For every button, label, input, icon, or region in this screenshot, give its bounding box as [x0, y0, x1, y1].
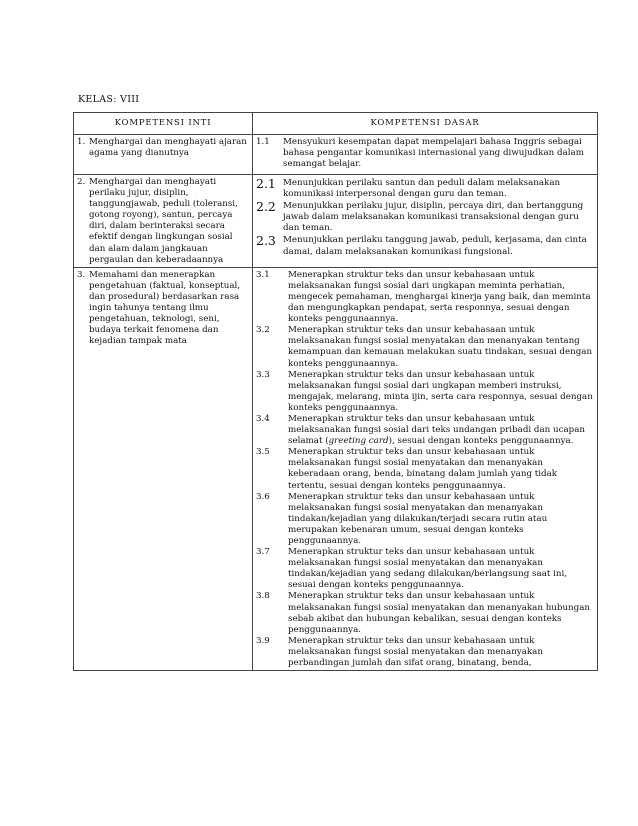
kd-text-part: Menerapkan struktur teks dan unsur kebahasaan untuk melaksanakan fungsi sosial dari teks undangan pribadi dan ucapan selamat ( [288, 413, 586, 447]
ki-number: 2. [77, 177, 86, 187]
kd-item [256, 492, 594, 547]
kd-text: Menunjukkan perilaku tanggung jawab, peduli, kerjasama, dan cinta damai, dalam melaksanakan komunikasi fungsional. [283, 235, 587, 257]
kd-text: Menerapkan struktur teks dan unsur kebahasaan untuk melaksanakan fungsi sosial menyatakan dan menanyakan tindakan/kejadian yang sedang dilakukan/berlangsung saat ini, sesuai dengan konteks penggunaannya. [288, 547, 568, 591]
kd-item [256, 591, 594, 635]
ki-cell [74, 135, 253, 175]
header-kompetensi-inti: KOMPETENSI INTI [74, 113, 253, 135]
kd-cell [253, 267, 598, 670]
kd-text: Menerapkan struktur teks dan unsur kebahasaan untuk melaksanakan fungsi sosial menyatakan dan menanyakan hubungan sebab akibat dan hubungan kebalikan, sesuai dengan konteks penggunaannya. [288, 591, 590, 635]
kd-number: 2.2 [256, 199, 276, 215]
kd-number: 1.1 [256, 137, 270, 147]
kd-text: Menerapkan struktur teks dan unsur kebahasaan untuk melaksanakan fungsi sosial menyatakan dan menanyakan tentang kemampuan dan kemauan melakukan suatu tindakan, sesuai dengan konteks penggunaannya. [288, 325, 593, 369]
kd-item [256, 414, 594, 447]
kd-number: 2.3 [256, 233, 276, 249]
kd-number: 3.5 [256, 447, 270, 458]
kd-cell [253, 135, 598, 175]
ki-text: Memahami dan menerapkan pengetahuan (faktual, konseptual, dan prosedural) berdasarkan rasa ingin tahunya tentang ilmu pengetahuan, teknologi, seni, budaya terkait fenomena dan kejadian tampak mata [89, 269, 241, 347]
kd-item [256, 200, 594, 234]
ki-number: 1. [77, 137, 86, 147]
ki-number: 3. [77, 269, 86, 280]
header-kompetensi-dasar: KOMPETENSI DASAR [253, 113, 598, 135]
kd-item [256, 137, 594, 170]
kd-number: 3.8 [256, 591, 270, 602]
kd-text: Menunjukkan perilaku jujur, disiplin, percaya diri, dan bertanggung jawab dalam melaksanakan komunikasi transaksional dengan guru dan teman. [283, 201, 584, 234]
kd-item [256, 177, 594, 200]
kd-number: 3.3 [256, 369, 270, 380]
kd-text: Menunjukkan perilaku santun dan peduli dalam melaksanakan komunikasi interpersonal dengan guru dan teman. [283, 178, 561, 200]
kd-text: Menerapkan struktur teks dan unsur kebahasaan untuk melaksanakan fungsi sosial menyatakan dan menanyakan keberadaan orang, benda, binatang dalam jumlah yang tidak tertentu, sesuai dengan konteks penggunaannya. [288, 447, 558, 491]
kd-item [256, 234, 594, 257]
kd-number: 3.7 [256, 547, 270, 558]
class-label: KELAS: VIII [78, 94, 140, 105]
kd-item [256, 447, 594, 491]
kd-number: 2.1 [256, 176, 276, 191]
kd-item [256, 636, 594, 669]
kd-number: 3.6 [256, 491, 270, 502]
kd-text [288, 414, 594, 447]
ki-cell [74, 267, 253, 670]
kd-number: 3.2 [256, 325, 270, 336]
kd-text-emphasis: greeting card [328, 436, 389, 447]
ki-text: Menghargai dan menghayati perilaku jujur, disiplin, tanggungjawab, peduli (toleransi, gotong royong), santun, percaya diri, dalam berinteraksi secara efektif dengan lingkungan sosial dan alam dalam jangkauan pergaulan dan keberadaannya [89, 177, 238, 265]
kd-item [256, 547, 594, 591]
kd-text: Menerapkan struktur teks dan unsur kebahasaan untuk melaksanakan fungsi sosial dari ungkapan memberi instruksi, mengajak, melarang, minta ijin, serta cara responnya, sesuai dengan konteks penggunaannya. [288, 369, 593, 413]
kd-text: Menerapkan struktur teks dan unsur kebahasaan untuk melaksanakan fungsi sosial menyatakan dan menanyakan perbandingan jumlah dan sifat orang, binatang, benda, [288, 635, 543, 669]
kd-text: Menerapkan struktur teks dan unsur kebahasaan untuk melaksanakan fungsi sosial dari ungkapan meminta perhatian, mengecek pemahaman, menghargai kinerja yang baik, dan meminta dan mengungkapkan pendapat, serta responnya, sesuai dengan konteks penggunaannya. [288, 269, 591, 325]
kd-item [256, 270, 594, 325]
kd-number: 3.9 [256, 635, 270, 646]
table-row [74, 267, 598, 670]
kd-text: Menerapkan struktur teks dan unsur kebahasaan untuk melaksanakan fungsi sosial menyatakan dan menanyakan tindakan/kejadian yang dilakukan/terjadi secara rutin atau merupakan kebenaran umum, sesuai dengan konteks penggunaannya. [288, 491, 548, 546]
table-header-row [74, 113, 598, 135]
kd-text-part: ), sesuai dengan konteks penggunaannya. [388, 436, 574, 447]
kd-number: 3.1 [256, 269, 270, 280]
kd-item [256, 325, 594, 369]
ki-text: Menghargai dan menghayati ajaran agama yang dianutnya [89, 137, 247, 159]
ki-cell [74, 175, 253, 268]
kd-text: Mensyukuri kesempatan dapat mempelajari bahasa Inggris sebagai bahasa pengantar komunikasi internasional yang diwujudkan dalam semangat belajar. [283, 137, 584, 170]
kd-item [256, 370, 594, 414]
kd-number: 3.4 [256, 413, 270, 424]
table-row [74, 175, 598, 268]
table-row [74, 135, 598, 175]
kd-cell [253, 175, 598, 268]
competency-table [73, 112, 598, 671]
